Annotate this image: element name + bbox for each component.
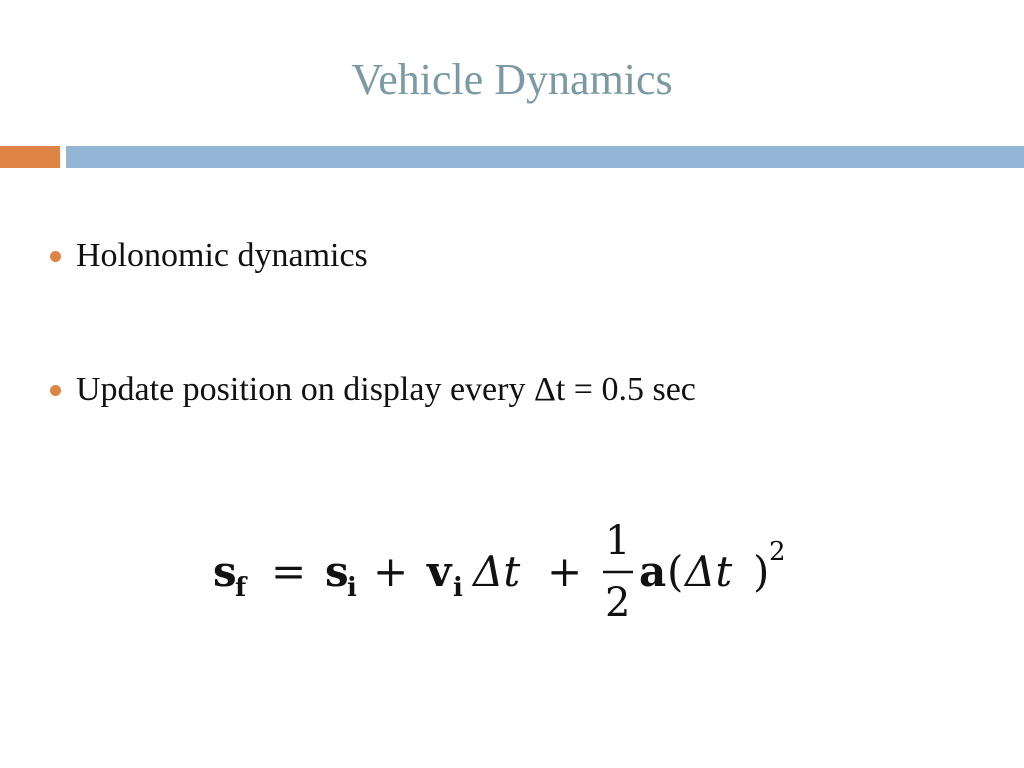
- equation-paren-open: (: [667, 547, 684, 596]
- accent-bar-orange: [0, 146, 60, 168]
- equation-exponent: 2: [769, 537, 786, 567]
- equation-term1-subscript: i: [347, 573, 357, 603]
- equation-fraction-denominator: 2: [605, 580, 631, 626]
- accent-bar-blue: [66, 146, 1024, 168]
- equation-delta-t: Δt: [473, 547, 521, 596]
- equation-svg: [205, 500, 825, 640]
- bullet-dot-icon: [50, 385, 61, 396]
- equation-equals: =: [271, 547, 307, 596]
- bullet-text: Update position on display every Δt = 0.5 sec: [76, 371, 696, 408]
- slide-title: Vehicle Dynamics: [351, 55, 673, 104]
- equation-plus-2: +: [547, 547, 583, 596]
- bullet-dot-icon: [50, 251, 61, 262]
- equation-term2-symbol: v: [427, 547, 452, 596]
- equation-lhs-symbol: s: [213, 547, 237, 596]
- equation-lhs-subscript: f: [235, 573, 247, 603]
- equation-term2-subscript: i: [453, 573, 463, 603]
- bullet-item: [48, 366, 696, 414]
- equation-accel-symbol: a: [639, 547, 667, 596]
- kinematics-equation: [205, 500, 825, 640]
- bullet-list: [48, 232, 696, 500]
- equation-plus-1: +: [373, 547, 409, 596]
- equation-term1-symbol: s: [325, 547, 349, 596]
- equation-paren-delta-t: Δt: [685, 547, 733, 596]
- bullet-item: [48, 232, 696, 280]
- equation-fraction-numerator: 1: [605, 518, 631, 564]
- equation-paren-close: ): [753, 547, 770, 596]
- bullet-text: Holonomic dynamics: [76, 237, 368, 274]
